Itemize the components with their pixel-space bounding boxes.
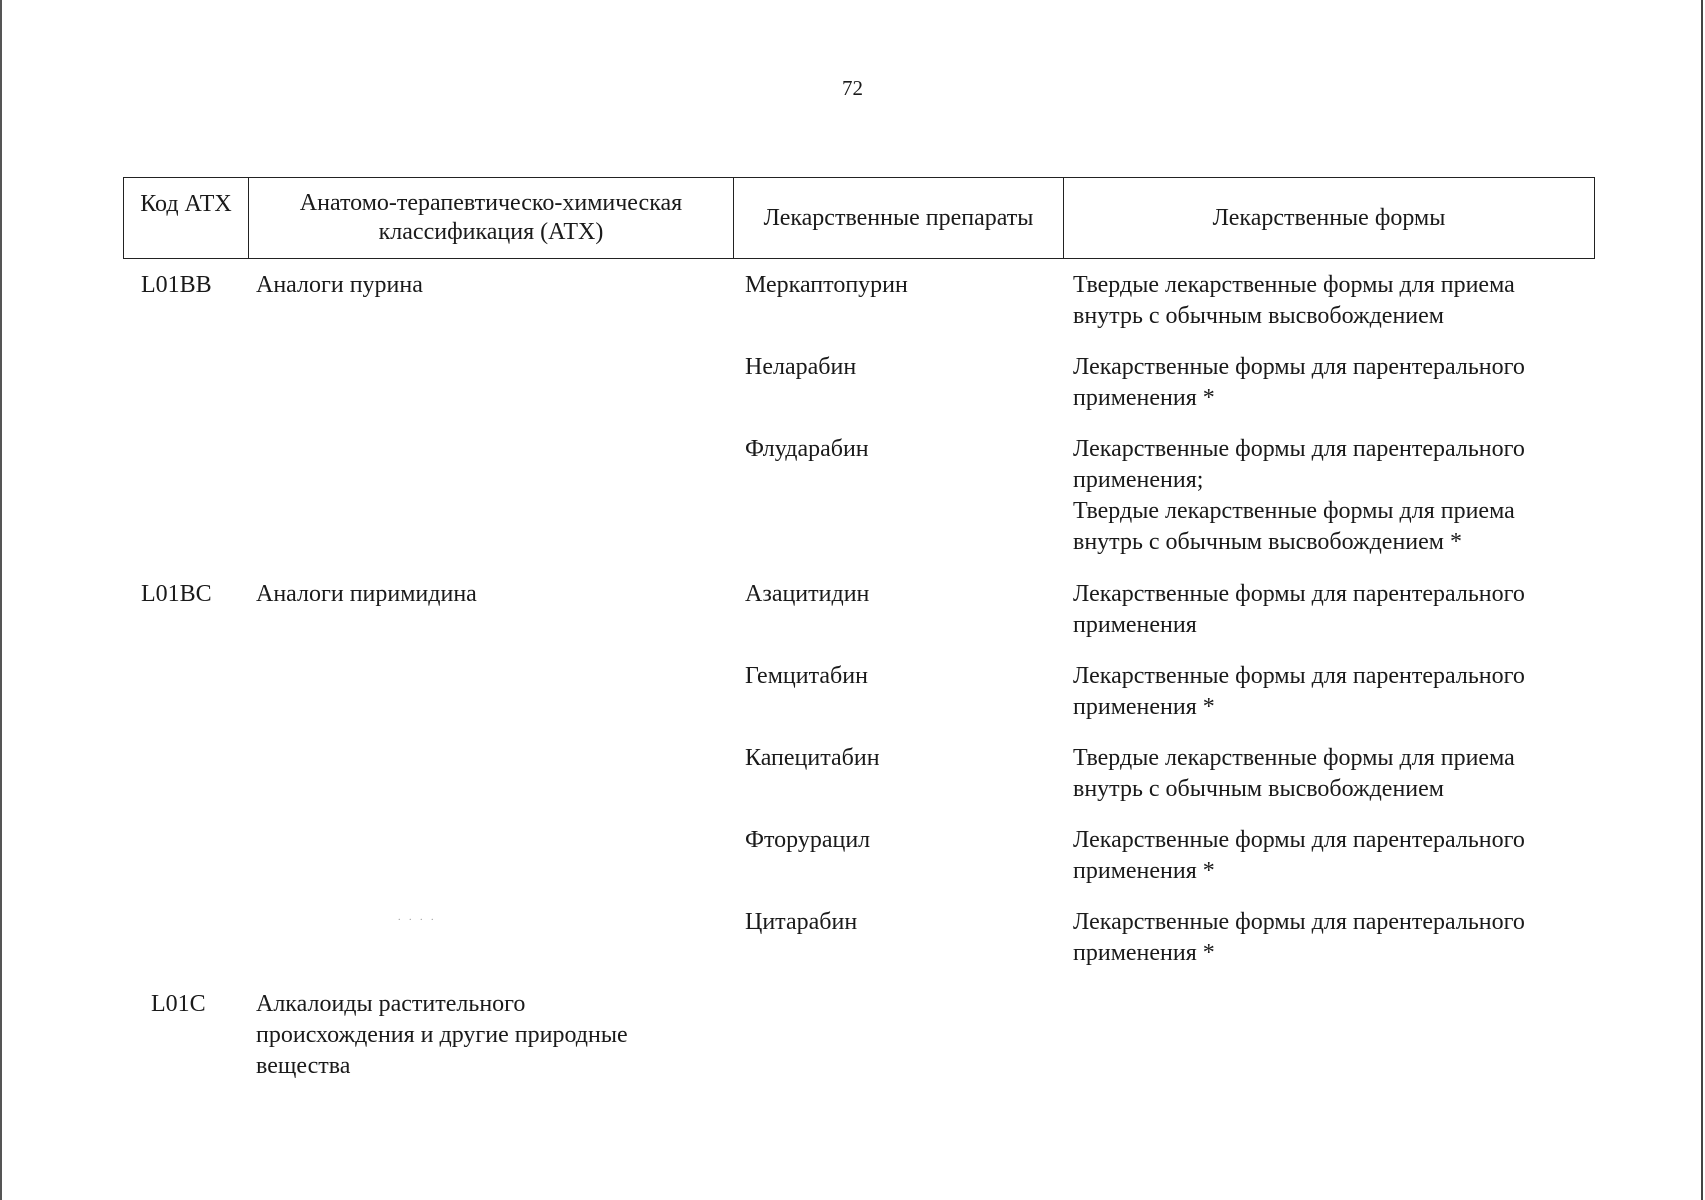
- atc-classification: Алкалоиды растительного происхождения и другие природные вещества: [256, 991, 628, 1079]
- atc-code: [123, 661, 248, 743]
- table-body: [123, 270, 1595, 1099]
- drug-name: Гемцитабин: [745, 663, 868, 689]
- drug-name: Азацитидин: [745, 581, 870, 607]
- dosage-form: Твердые лекарственные формы для приема внутрь с обычным высвобождением: [1073, 272, 1515, 329]
- drug-name: Меркаптопурин: [745, 272, 908, 298]
- table-header: [123, 177, 1595, 259]
- atc-classification: [248, 434, 733, 579]
- dosage-form: Лекарственные формы для парентерального применения; Твердые лекарственные формы для приема внутрь с обычным высвобождением *: [1073, 436, 1525, 555]
- table-row: [123, 270, 1595, 352]
- table-row: [123, 907, 1595, 989]
- atc-code: [123, 352, 248, 434]
- atc-code: L01BC: [141, 581, 212, 607]
- page-number: 72: [842, 76, 863, 100]
- drug-name: Цитарабин: [745, 909, 858, 935]
- drug-name: Неларабин: [745, 354, 857, 380]
- atc-classification: [248, 907, 733, 989]
- atc-classification: Аналоги пурина: [256, 272, 423, 298]
- scan-artifact: . . . .: [398, 912, 437, 923]
- atc-code: [123, 743, 248, 825]
- header-code: Код АТХ: [124, 178, 249, 258]
- atc-code: [123, 825, 248, 907]
- atc-classification: [248, 743, 733, 825]
- atc-classification: [248, 352, 733, 434]
- dosage-form: Лекарственные формы для парентерального применения *: [1073, 354, 1525, 411]
- table-row: [123, 825, 1595, 907]
- header-classification: Анатомо-терапевтическо-химическая классификация (АТХ): [249, 178, 734, 258]
- atc-classification: [248, 661, 733, 743]
- scan-edge-right: [1701, 0, 1703, 1200]
- drug-name: [733, 989, 1063, 1099]
- dosage-form: Твердые лекарственные формы для приема внутрь с обычным высвобождением: [1073, 745, 1515, 802]
- atc-code: L01C: [151, 991, 206, 1017]
- atc-code: [123, 907, 248, 989]
- table-row: [123, 434, 1595, 579]
- drug-name: Флударабин: [745, 436, 869, 462]
- header-drugs: Лекарственные препараты: [734, 178, 1064, 258]
- atc-code: L01BB: [141, 272, 212, 298]
- table-row: [123, 352, 1595, 434]
- atc-classification: [248, 825, 733, 907]
- table-row: [123, 579, 1595, 661]
- table-row: [123, 989, 1595, 1099]
- drug-name: Фторурацил: [745, 827, 871, 853]
- dosage-form: Лекарственные формы для парентерального применения *: [1073, 827, 1525, 884]
- table-row: [123, 661, 1595, 743]
- dosage-form: Лекарственные формы для парентерального применения: [1073, 581, 1525, 638]
- drug-name: Капецитабин: [745, 745, 880, 771]
- header-forms: Лекарственные формы: [1212, 204, 1446, 231]
- atc-classification: Аналоги пиримидина: [256, 581, 477, 607]
- atc-code: [123, 434, 248, 579]
- table-row: [123, 743, 1595, 825]
- dosage-form: Лекарственные формы для парентерального применения *: [1073, 663, 1525, 720]
- scan-edge-left: [0, 0, 2, 1200]
- dosage-form: [1063, 989, 1595, 1099]
- dosage-form: Лекарственные формы для парентерального применения *: [1073, 909, 1525, 966]
